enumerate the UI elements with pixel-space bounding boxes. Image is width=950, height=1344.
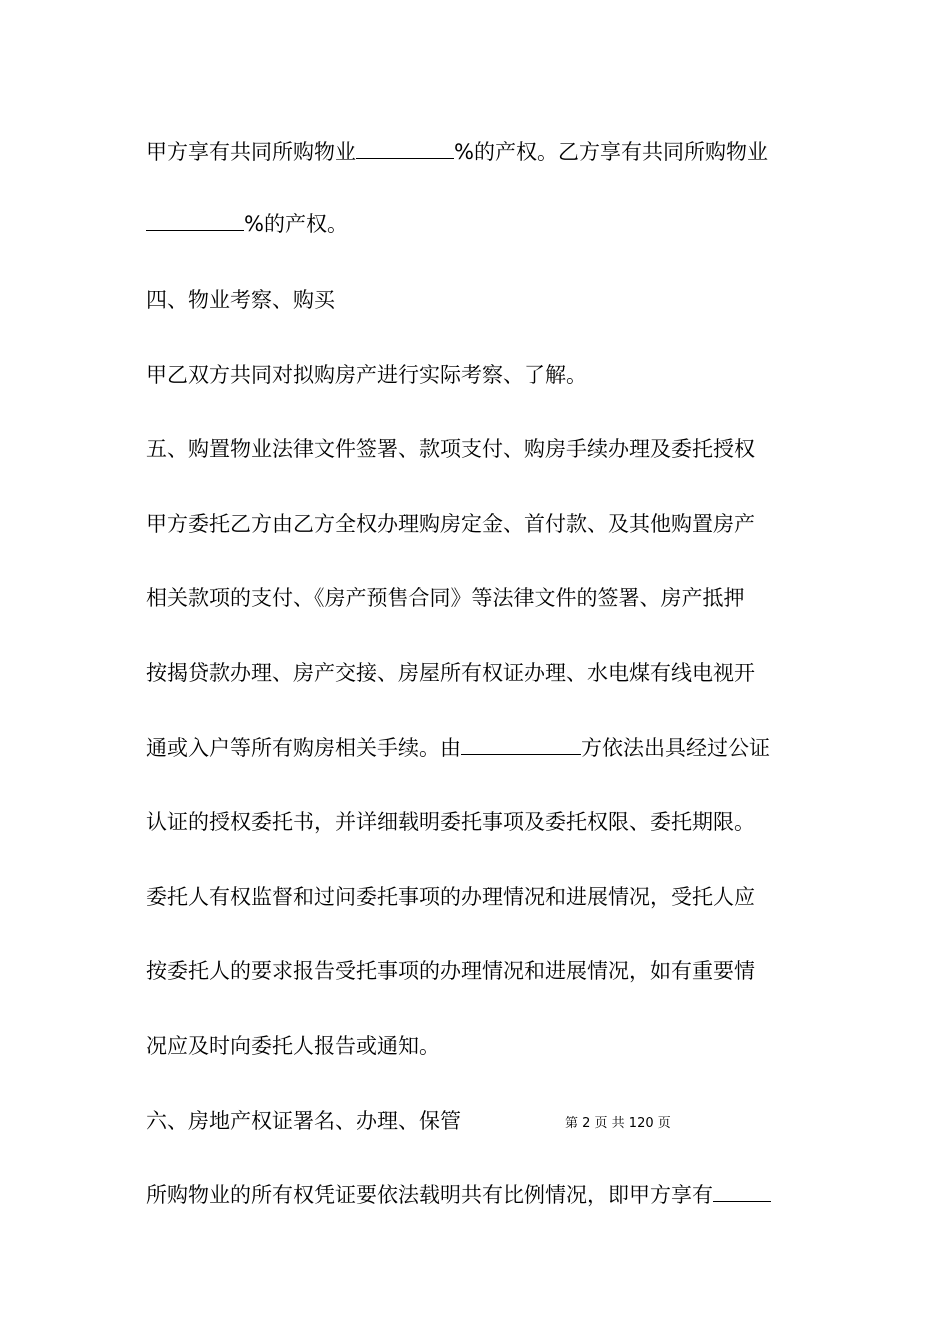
fill-blank xyxy=(713,1183,771,1202)
fill-blank xyxy=(146,212,244,231)
text-segment: 通或入户等所有购房相关手续。由 xyxy=(146,736,461,760)
paragraph-line: 甲乙双方共同对拟购房产进行实际考察、了解。 xyxy=(146,363,587,387)
paragraph-line: 按委托人的要求报告受托事项的办理情况和进展情况，如有重要情 xyxy=(146,959,755,983)
section-heading-4: 四、物业考察、购买 xyxy=(146,288,335,312)
paragraph-line xyxy=(146,1181,771,1209)
text-segment: 所购物业的所有权凭证要依法载明共有比例情况，即甲方享有 xyxy=(146,1183,713,1207)
paragraph-line: 甲方委托乙方由乙方全权办理购房定金、首付款、及其他购置房产 xyxy=(146,512,755,536)
text-segment: 方依法出具经过公证 xyxy=(581,736,770,760)
paragraph-line xyxy=(146,138,768,166)
fill-blank xyxy=(356,140,454,159)
text-segment: %的产权。 xyxy=(244,212,348,236)
text-segment: %的产权。乙方享有共同所购物业 xyxy=(454,140,768,164)
paragraph-line: 况应及时向委托人报告或通知。 xyxy=(146,1034,440,1058)
paragraph-line xyxy=(146,734,770,762)
paragraph-line xyxy=(146,210,348,238)
section-heading-6: 六、房地产权证署名、办理、保管 xyxy=(146,1109,461,1133)
fill-blank xyxy=(461,736,581,755)
paragraph-line: 相关款项的支付、《房产预售合同》等法律文件的签署、房产抵押 xyxy=(146,586,745,610)
page-number: 第 2 页 共 120 页 xyxy=(565,1116,671,1131)
text-segment: 甲方享有共同所购物业 xyxy=(146,140,356,164)
paragraph-line: 委托人有权监督和过问委托事项的办理情况和进展情况，受托人应 xyxy=(146,885,755,909)
paragraph-line: 认证的授权委托书，并详细载明委托事项及委托权限、委托期限。 xyxy=(146,810,755,834)
paragraph-line: 按揭贷款办理、房产交接、房屋所有权证办理、水电煤有线电视开 xyxy=(146,661,755,685)
section-heading-5: 五、购置物业法律文件签署、款项支付、购房手续办理及委托授权 xyxy=(146,437,755,461)
